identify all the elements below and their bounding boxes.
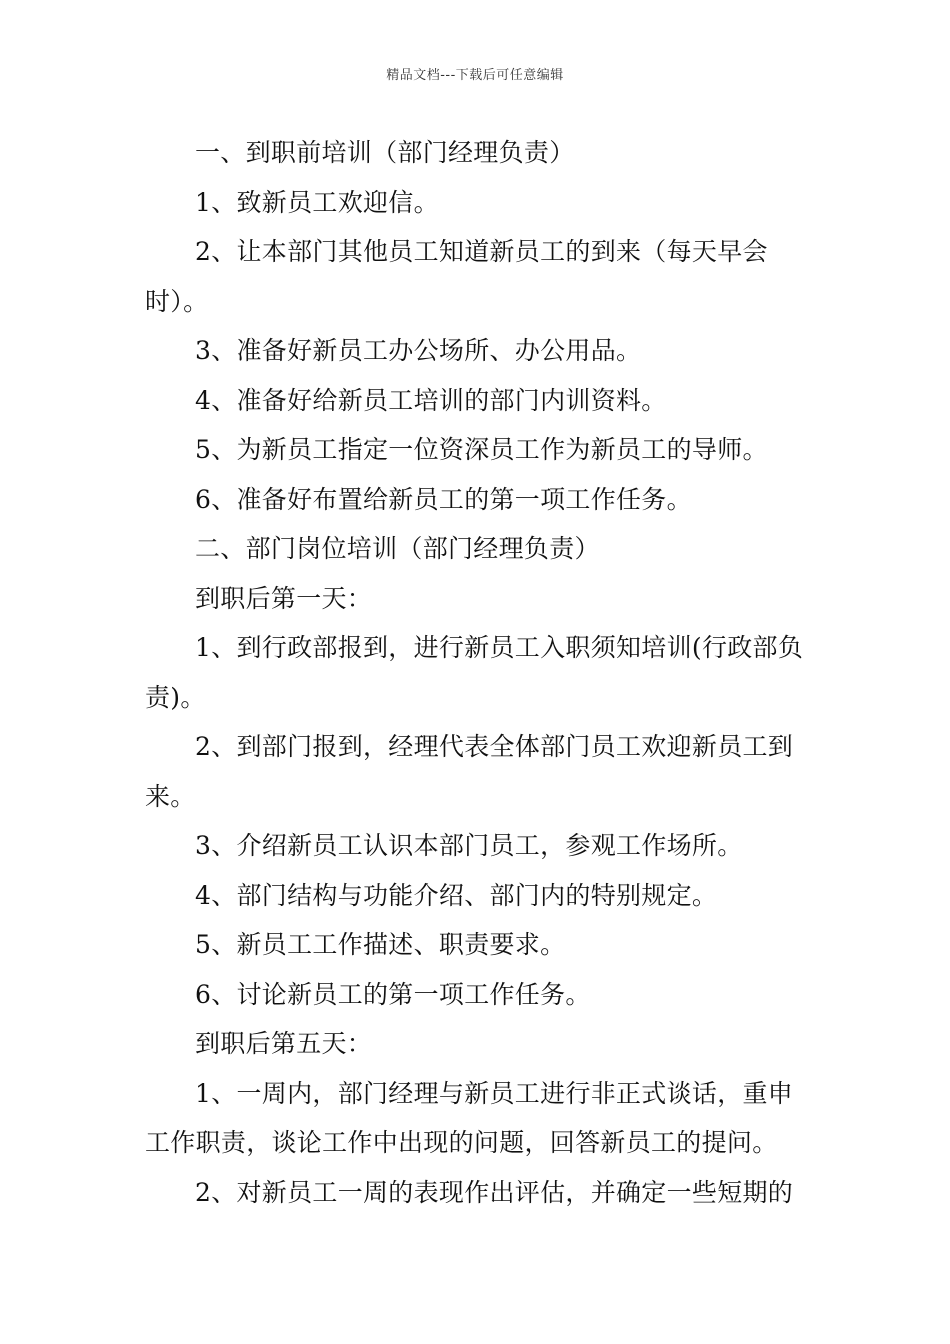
subheading-day-five: 到职后第五天： [195, 1029, 373, 1058]
paragraph: 1、致新员工欢迎信。 [195, 187, 439, 217]
paragraph: 2、让本部门其他员工知道新员工的到来（每天早会时）。 [145, 237, 768, 316]
paragraph: 5、为新员工指定一位资深员工作为新员工的导师。 [195, 435, 768, 464]
paragraph: 1、到行政部报到，进行新员工入职须知培训(行政部负责)。 [145, 633, 804, 712]
paragraph: 1、一周内，部门经理与新员工进行非正式谈话，重申工作职责，谈论工作中出现的问题，回答新员工的提问。 [145, 1078, 794, 1157]
paragraph: 4、部门结构与功能介绍、部门内的特别规定。 [195, 880, 718, 910]
section-heading-1: 一、到职前培训（部门经理负责） [195, 138, 575, 167]
paragraph: 4、准备好给新员工培训的部门内训资料。 [195, 385, 667, 415]
paragraph: 2、到部门报到，经理代表全体部门员工欢迎新员工到来。 [145, 732, 794, 811]
paragraph: 6、准备好布置给新员工的第一项工作任务。 [195, 484, 692, 514]
section-heading-2: 二、部门岗位培训（部门经理负责） [195, 534, 600, 563]
paragraph: 3、介绍新员工认识本部门员工，参观工作场所。 [195, 831, 743, 860]
paragraph: 5、新员工工作描述、职责要求。 [195, 930, 566, 959]
paragraph: 6、讨论新员工的第一项工作任务。 [195, 979, 591, 1009]
subheading-day-one: 到职后第一天： [195, 583, 373, 613]
page-header: 精品文档---下载后可任意编辑 [386, 68, 564, 83]
paragraph: 3、准备好新员工办公场所、办公用品。 [195, 336, 642, 365]
paragraph: 2、对新员工一周的表现作出评估，并确定一些短期的 [195, 1177, 794, 1207]
document-body [145, 128, 810, 1217]
